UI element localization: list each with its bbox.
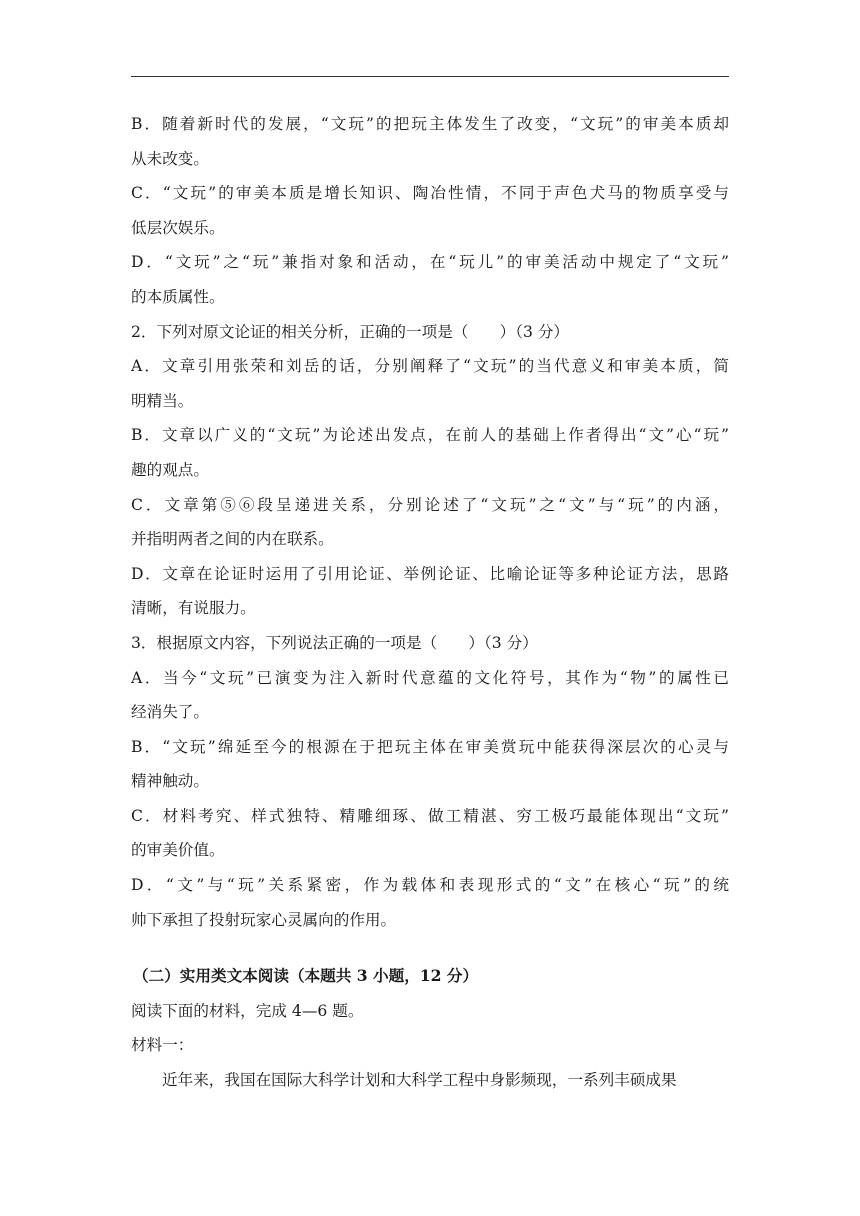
q3-option-c-line2: 的审美价值。 — [131, 841, 225, 860]
q2-option-d-line1: D．文章在论证时运用了引用论证、举例论证、比喻论证等多种论证方法，思路 — [131, 564, 729, 583]
material-paragraph-start: 近年来，我国在国际大科学计划和大科学工程中身影频现，一系列丰硕成果 — [162, 1071, 677, 1090]
document-body — [131, 107, 729, 1098]
material-label: 材料一： — [131, 1036, 194, 1055]
q1-option-c-line2: 低层次娱乐。 — [131, 218, 225, 237]
q1-option-d-line2: 的本质属性。 — [131, 287, 225, 306]
q3-option-b-line1: B．“文玩”绵延至今的根源在于把玩主体在审美赏玩中能获得深层次的心灵与 — [131, 737, 729, 756]
q1-option-b-line2: 从未改变。 — [131, 149, 209, 168]
q3-option-d-line1: D．“文”与“玩”关系紧密，作为载体和表现形式的“文”在核心“玩”的统 — [131, 876, 729, 895]
q2-option-a-line2: 明精当。 — [131, 391, 194, 410]
q1-option-d-line1: D．“文玩”之“玩”兼指对象和活动，在“玩儿”的审美活动中规定了“文玩” — [131, 253, 729, 272]
q2-option-d-line2: 清晰，有说服力。 — [131, 599, 256, 618]
q2-stem: 2．下列对原文论证的相关分析，正确的一项是（ ）（3 分） — [131, 322, 570, 341]
q3-option-a-line2: 经消失了。 — [131, 703, 209, 722]
q2-option-c-line1: C．文章第⑤⑥段呈递进关系，分别论述了“文玩”之“文”与“玩”的内涵， — [131, 495, 729, 514]
q3-option-c-line1: C．材料考究、样式独特、精雕细琢、做工精湛、穷工极巧最能体现出“文玩” — [131, 806, 729, 825]
q2-option-c-line2: 并指明两者之间的内在联系。 — [131, 530, 334, 549]
q1-option-b-line1: B．随着新时代的发展，“文玩”的把玩主体发生了改变，“文玩”的审美本质却 — [131, 115, 729, 133]
q2-option-b-line2: 趣的观点。 — [131, 460, 209, 479]
q2-option-a-line1: A．文章引用张荣和刘岳的话，分别阐释了“文玩”的当代意义和审美本质，简 — [131, 357, 729, 376]
q3-option-a-line1: A．当今“文玩”已演变为注入新时代意蕴的文化符号，其作为“物”的属性已 — [131, 668, 729, 687]
header-rule — [131, 76, 729, 77]
q2-option-b-line1: B．文章以广义的“文玩”为论述出发点，在前人的基础上作者得出“文”心“玩” — [131, 426, 729, 445]
section-gap — [131, 937, 729, 959]
section-title: （二）实用类文本阅读（本题共 3 小题，12 分） — [133, 966, 479, 986]
q3-option-d-line2: 帅下承担了投射玩家心灵属向的作用。 — [131, 910, 397, 929]
q1-option-c-line1: C．“文玩”的审美本质是增长知识、陶冶性情，不同于声色犬马的物质享受与 — [131, 184, 729, 203]
q3-stem: 3．根据原文内容，下列说法正确的一项是（ ）（3 分） — [131, 633, 538, 652]
section-instruction: 阅读下面的材料，完成 4—6 题。 — [131, 1001, 364, 1020]
q3-option-b-line2: 精神触动。 — [131, 772, 209, 791]
